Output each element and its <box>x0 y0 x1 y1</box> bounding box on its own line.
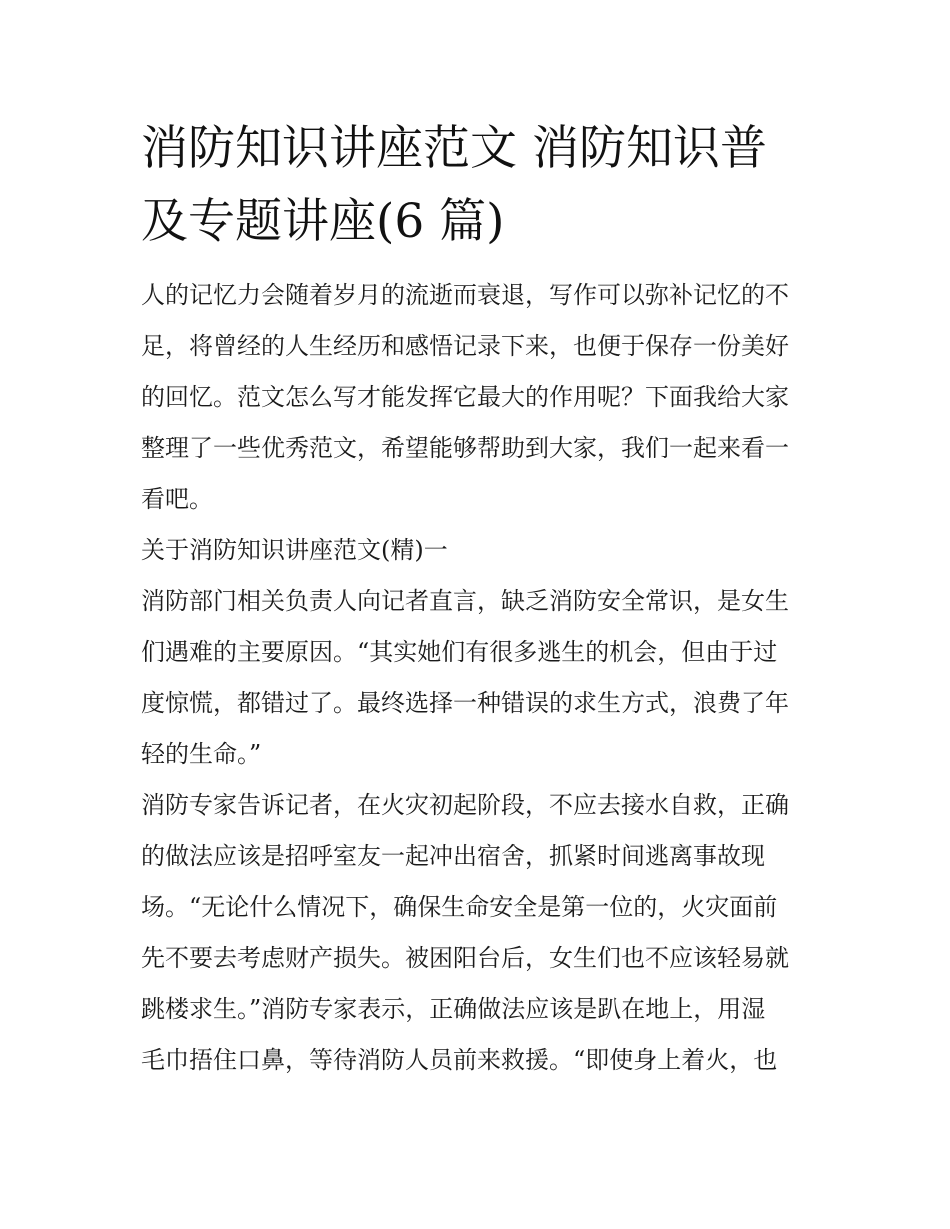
text-line: 轻的生命。” <box>141 740 262 768</box>
text-line: 度惊慌，都错过了。最终选择一种错误的求生方式，浪费了年 <box>141 689 789 717</box>
body-paragraph <box>141 780 813 1086</box>
text-line: 的回忆。范文怎么写才能发挥它最大的作用呢？下面我给大家 <box>141 383 789 411</box>
title-line: 消防知识讲座范文 消防知识普 <box>141 121 767 176</box>
body-paragraph <box>141 576 813 780</box>
section-heading <box>141 525 813 576</box>
document-title <box>141 112 813 258</box>
text-line: 消防部门相关负责人向记者直言，缺乏消防安全常识，是女生 <box>141 587 789 615</box>
text-line: 毛巾捂住口鼻，等待消防人员前来救援。“即使身上着火，也 <box>141 1046 778 1074</box>
text-line: 人的记忆力会随着岁月的流逝而衰退，写作可以弥补记忆的不 <box>141 281 789 309</box>
text-line: 消防专家告诉记者，在火灾初起阶段，不应去接水自救，正确 <box>141 791 789 819</box>
text-line: 们遇难的主要原因。“其实她们有很多逃生的机会，但由于过 <box>141 638 778 666</box>
text-line: 场。“无论什么情况下，确保生命安全是第一位的，火灾面前 <box>141 893 778 921</box>
document-content <box>141 112 813 1086</box>
text-line: 关于消防知识讲座范文(精)一 <box>141 536 448 564</box>
text-line: 整理了一些优秀范文，希望能够帮助到大家，我们一起来看一 <box>141 434 789 462</box>
text-line: 先不要去考虑财产损失。被困阳台后，女生们也不应该轻易就 <box>141 944 789 972</box>
document-body <box>141 270 813 1086</box>
text-line: 的做法应该是招呼室友一起冲出宿舍，抓紧时间逃离事故现 <box>141 842 765 870</box>
text-line: 跳楼求生。”消防专家表示，正确做法应该是趴在地上，用湿 <box>141 995 766 1023</box>
text-line: 足，将曾经的人生经历和感悟记录下来，也便于保存一份美好 <box>141 332 789 360</box>
text-line: 看吧。 <box>141 485 213 513</box>
title-line: 及专题讲座(6 篇) <box>141 194 505 249</box>
intro-paragraph <box>141 270 813 525</box>
